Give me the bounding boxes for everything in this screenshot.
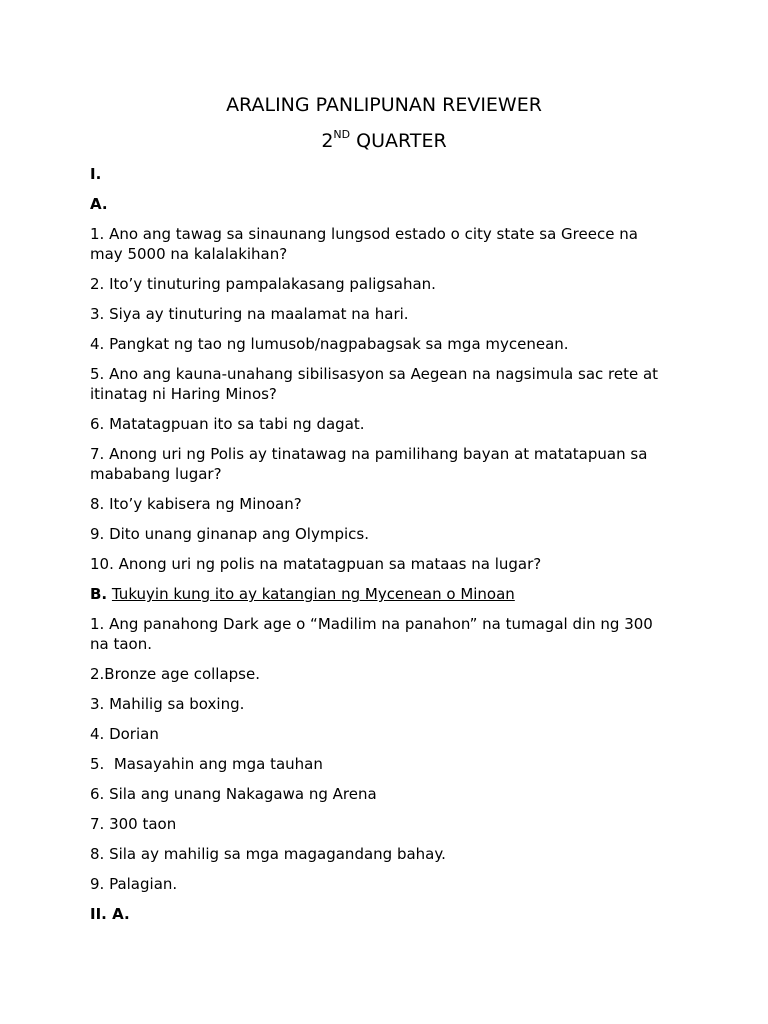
part-2-heading: II. A. bbox=[90, 905, 130, 923]
question-item: 7. 300 taon bbox=[90, 815, 177, 833]
question-item: 1. Ano ang tawag sa sinaunang lungsod estado o city state sa Greece na may 5000 na kalalakihan? bbox=[90, 225, 638, 263]
subtitle-superscript: ND bbox=[333, 128, 351, 141]
question-item: 6. Sila ang unang Nakagawa ng Arena bbox=[90, 785, 377, 803]
question-item: 2.Bronze age collapse. bbox=[90, 665, 260, 683]
part-1-heading: I. bbox=[90, 165, 102, 183]
question-item: 3. Mahilig sa boxing. bbox=[90, 695, 245, 713]
document-title: ARALING PANLIPUNAN REVIEWER bbox=[226, 94, 542, 116]
question-item: 6. Matatagpuan ito sa tabi ng dagat. bbox=[90, 415, 365, 433]
question-item: 8. Ito’y kabisera ng Minoan? bbox=[90, 495, 302, 513]
question-item: 9. Dito unang ginanap ang Olympics. bbox=[90, 525, 369, 543]
question-item: 3. Siya ay tinuturing na maalamat na hari. bbox=[90, 305, 409, 323]
subtitle-text: QUARTER bbox=[356, 130, 447, 152]
question-item: 2. Ito’y tinuturing pampalakasang paligsahan. bbox=[90, 275, 436, 293]
question-item: 10. Anong uri ng polis na matatagpuan sa mataas na lugar? bbox=[90, 555, 542, 573]
document-body bbox=[90, 164, 670, 934]
section-b-instruction: Tukuyin kung ito ay katangian ng Mycenean o Minoan bbox=[111, 585, 515, 603]
subtitle-number: 2 bbox=[321, 130, 334, 152]
document-subtitle bbox=[0, 130, 768, 152]
question-item: 1. Ang panahong Dark age o “Madilim na panahon” na tumagal din ng 300 na taon. bbox=[90, 615, 653, 653]
question-item: 9. Palagian. bbox=[90, 875, 178, 893]
question-item: 7. Anong uri ng Polis ay tinatawag na pamilihang bayan at matatapuan sa mababang lugar? bbox=[90, 445, 648, 483]
section-b-heading-line bbox=[90, 584, 670, 604]
question-item: 5. Ano ang kauna-unahang sibilisasyon sa Aegean na nagsimula sac rete at itinatag ni Haring Minos? bbox=[90, 365, 659, 403]
question-item: 4. Dorian bbox=[90, 725, 159, 743]
section-b-heading: B. bbox=[90, 585, 108, 603]
question-item: 8. Sila ay mahilig sa mga magagandang bahay. bbox=[90, 845, 446, 863]
section-a-heading: A. bbox=[90, 195, 108, 213]
question-item: 4. Pangkat ng tao ng lumusob/nagpabagsak sa mga mycenean. bbox=[90, 335, 569, 353]
question-item: 5. Masayahin ang mga tauhan bbox=[90, 755, 323, 773]
